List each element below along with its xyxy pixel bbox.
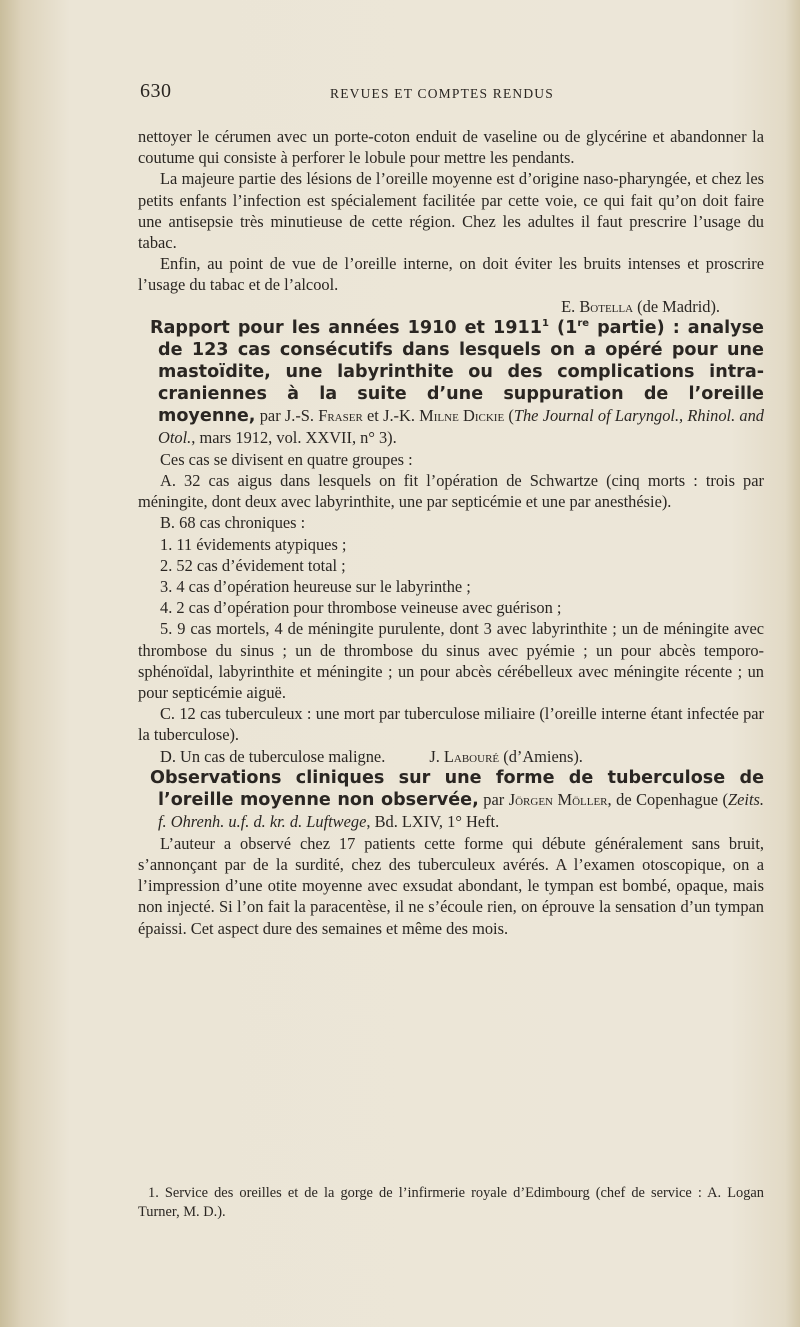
- footnote-text: 1. Service des oreilles et de la gorge de l’infirmerie royale d’Edimbourg (chef de service : A. Logan Turner, M. D.).: [138, 1185, 764, 1220]
- list-item: 3. 4 cas d’opération heureuse sur le labyrinthe ;: [160, 577, 471, 597]
- signature-botella: [138, 296, 764, 317]
- article-title-part: partie) : analyse de 123 cas consécutifs dans lesquels on a opéré pour une mastoïdite, une labyrinthite ou des complications intra-craniennes à la suite d’une suppuration de l’oreille moyenne,: [158, 317, 764, 426]
- list-item: 5. 9 cas mortels, 4 de méningite purulente, dont 3 avec labyrinthite ; un de méningite avec thrombose du sinus ; un de thrombose du sinus avec pyémie ; un pour abcès temporo-sphénoïdal, labyrinthite et méningite ; un pour abcès cérébelleux avec méningite récente ; un pour septicémie aiguë.: [138, 619, 764, 703]
- journal-reference: , Bd. LXIV, 1° Heft.: [366, 811, 500, 831]
- signature-name: Labouré: [443, 746, 500, 766]
- list-item: 4. 2 cas d’opération pour thrombose veineuse avec guérison ;: [160, 598, 562, 618]
- page-header: [140, 80, 780, 110]
- signature-prefix: J.: [429, 746, 444, 766]
- signature-suffix: (de Madrid).: [633, 296, 720, 316]
- paragraph: La majeure partie des lésions de l’oreille moyenne est d’origine naso-pharyngée, et chez les petits enfants l’infection est spécialement facilitée par cette voie, ce qui fait qu’on doit faire une antisepsie très minutieuse de cette région. Chez les adultes il faut prescrire l’usage du tabac.: [138, 169, 764, 253]
- paragraph: L’auteur a observé chez 17 patients cette forme qui débute généralement sans bruit, s’annonçant par de la surdité, chez des tuberculeux avérés. A l’examen otoscopique, on a l’impression d’une otite moyenne avec exsudat abondant, le tympan est bombé, opaque, mais non injecté. Si l’on fait la paracentèse, il ne s’écoule rien, on éprouve la sensation d’un tympan épaissi. Cet aspect dure des semaines et même des mois.: [138, 833, 764, 938]
- list-item: 1. 11 évidements atypiques ;: [160, 534, 347, 554]
- by-text: par J.-S.: [255, 405, 319, 425]
- paragraph-with-signature: [138, 746, 764, 767]
- footnote: [138, 1184, 764, 1222]
- author-name: Fraser: [318, 405, 363, 425]
- journal-reference: , mars 1912, vol. XXVII, n° 3).: [191, 427, 397, 447]
- paragraph: Enfin, au point de vue de l’oreille interne, on doit éviter les bruits intenses et proscrire l’usage du tabac et de l’alcool.: [138, 254, 764, 295]
- main-text: [138, 126, 764, 939]
- by-text: par: [478, 789, 509, 809]
- article-title: Observations cliniques sur une forme de tuberculose de l’oreille moyenne non observée,: [150, 767, 764, 810]
- paragraph: Ces cas se divisent en quatre groupes :: [160, 449, 413, 469]
- running-head: REVUES ET COMPTES RENDUS: [330, 86, 554, 101]
- author-name: Jörgen Möller: [508, 789, 608, 809]
- paragraph: C. 12 cas tuberculeux : une mort par tuberculose miliaire (l’oreille interne étant infectée par la tuberculose).: [138, 704, 764, 745]
- article-heading-fraser: [138, 317, 764, 449]
- signature-prefix: E.: [561, 296, 580, 316]
- article-title-part: (1: [548, 317, 578, 338]
- signature-suffix: (d’Amiens).: [499, 746, 583, 766]
- paragraph-text: D. Un cas de tuberculose maligne.: [160, 746, 386, 766]
- footnote-mark[interactable]: 1: [542, 317, 549, 329]
- and-text: et J.-K.: [362, 405, 420, 425]
- article-heading-moller: [138, 767, 764, 833]
- author-name: Milne Dickie: [419, 405, 505, 425]
- paragraph: nettoyer le cérumen avec un porte-coton enduit de vaseline ou de glycérine et abandonner la coutume qui consiste à perforer le lobule pour mettre les pendants.: [138, 127, 764, 168]
- list-item: 2. 52 cas d’évidement total ;: [160, 555, 346, 575]
- page-number: 630: [140, 80, 172, 102]
- article-title-part: Rapport pour les années 1910 et 1911: [150, 317, 542, 338]
- paragraph: B. 68 cas chroniques :: [160, 513, 306, 533]
- ordinal-superscript: re: [577, 317, 590, 329]
- paren-open: (: [504, 405, 514, 425]
- signature-name: Botella: [579, 296, 634, 316]
- author-city: , de Copenhague (: [607, 789, 729, 809]
- journal-title: The Journal of Laryngol., Rhinol. and Otol.: [158, 405, 764, 447]
- journal-title: Zeits. f. Ohrenh. u.f. d. kr. d. Luftwege: [158, 789, 765, 831]
- paragraph: A. 32 cas aigus dans lesquels on fit l’opération de Schwartze (cinq morts : trois par méningite, dont deux avec labyrinthite, une par septicémie et une par anesthésie).: [138, 471, 764, 512]
